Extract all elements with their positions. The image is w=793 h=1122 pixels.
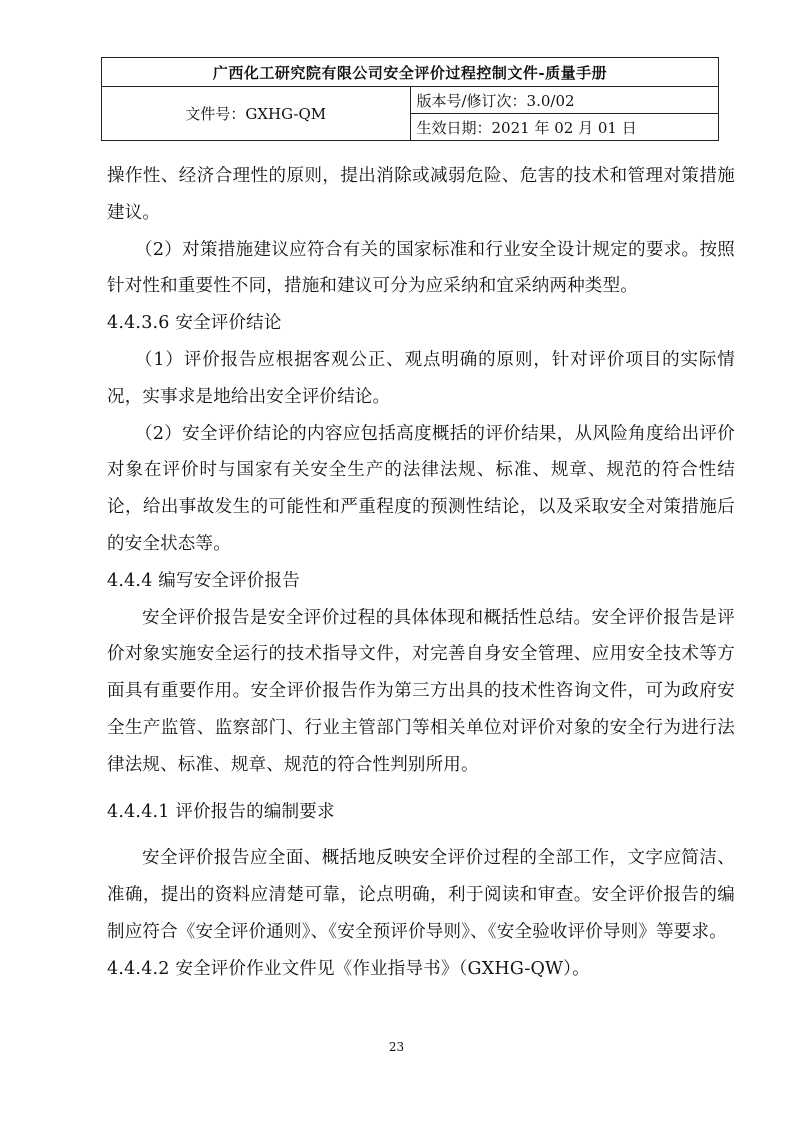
section-heading-444: 4.4.4 编写安全评价报告 bbox=[107, 570, 300, 591]
paragraph-report-intro: 安全评价报告是安全评价过程的具体体现和概括性总结。安全评价报告是评价对象实施安全运行的技术指导文件，对完善自身安全管理、应用安全技术等方面具有重要作用。安全评价报告作为第三方出具的技术性咨询文件，可为政府安全生产监管、监察部门、行业主管部门等相关单位对评价对象的安全行为进行法律法规、标准、规章、规范的符合性判别所用。 bbox=[107, 607, 735, 775]
document-title: 广西化工研究院有限公司安全评价过程控制文件-质量手册 bbox=[102, 58, 719, 87]
section-heading-4436: 4.4.3.6 安全评价结论 bbox=[107, 313, 282, 334]
paragraph-continuation: 操作性、经济合理性的原则，提出消除或减弱危险、危害的技术和管理对策措施建议。 bbox=[107, 166, 735, 223]
page-number: 23 bbox=[388, 1040, 405, 1054]
section-heading-4441: 4.4.4.1 评价报告的编制要求 bbox=[107, 801, 335, 822]
document-number: 文件号：GXHG-QM bbox=[102, 87, 411, 141]
paragraph-report-requirements: 安全评价报告应全面、概括地反映安全评价过程的全部工作，文字应简洁、准确，提出的资料应清楚可靠，论点明确，利于阅读和审查。安全评价报告的编制应符合《安全评价通则》、《安全预评价导则》、《安全验收评价导则》等要求。 bbox=[107, 848, 735, 942]
document-body bbox=[107, 158, 735, 988]
paragraph-conclusion-1: （1）评价报告应根据客观公正、观点明确的原则，针对评价项目的实际情况，实事求是地给出安全评价结论。 bbox=[107, 349, 735, 407]
paragraph-measures-2: （2）对策措施建议应符合有关的国家标准和行业安全设计规定的要求。按照针对性和重要性不同，措施和建议可分为应采纳和宜采纳两种类型。 bbox=[107, 239, 735, 297]
document-header-table bbox=[101, 57, 719, 141]
version-number: 版本号/修订次：3.0/02 bbox=[410, 87, 719, 114]
section-heading-4442: 4.4.4.2 安全评价作业文件见《作业指导书》（GXHG-QW）。 bbox=[107, 958, 590, 979]
effective-date: 生效日期：2021 年 02 月 01 日 bbox=[410, 114, 719, 141]
paragraph-conclusion-2: （2）安全评价结论的内容应包括高度概括的评价结果，从风险角度给出评价对象在评价时与国家有关安全生产的法律法规、标准、规章、规范的符合性结论，给出事故发生的可能性和严重程度的预测性结论，以及采取安全对策措施后的安全状态等。 bbox=[107, 423, 735, 554]
